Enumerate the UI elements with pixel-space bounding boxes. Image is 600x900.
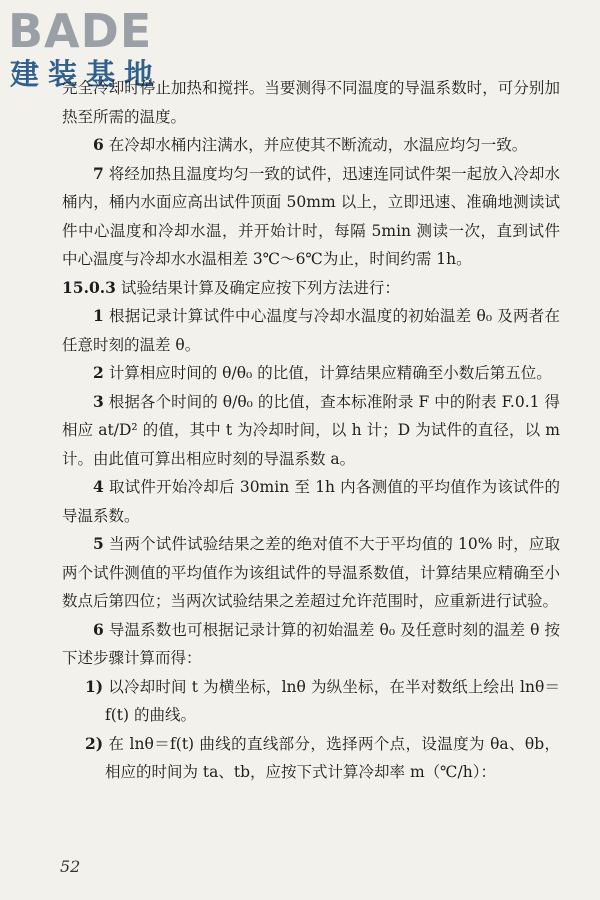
document-body [62, 74, 560, 787]
paragraph-item [62, 359, 560, 388]
paragraph-text: 在 lnθ＝f(t) 曲线的直线部分，选择两个点，设温度为 θa、θb，相应的时间为 ta、tb，应按下式计算冷却率 m（℃/h）： [105, 734, 560, 781]
paragraph-item [62, 473, 560, 530]
paragraph-item [62, 388, 560, 474]
paragraph-text: 以冷却时间 t 为横坐标，lnθ 为纵坐标，在半对数纸上绘出 lnθ＝f(t) 的曲线。 [105, 677, 560, 724]
logo-subtitle: 建装基地 [10, 57, 163, 91]
paragraph-text: 根据各个时间的 θ/θ₀ 的比值，查本标准附录 F 中的附表 F.0.1 得相应 at/D² 的值，其中 t 为冷却时间，以 h 计；D 为试件的直径，以 m 计。由此值可算出相应时刻的导温系数 a。 [62, 392, 560, 468]
paragraph-item [62, 530, 560, 616]
item-number: 5 [93, 534, 104, 553]
sub-step [62, 673, 560, 730]
paragraph-text: 取试件开始冷却后 30min 至 1h 内各测值的平均值作为该试件的导温系数。 [62, 478, 560, 525]
paragraph-text: 当两个试件试验结果之差的绝对值不大于平均值的 10% 时，应取两个试件测值的平均值作为该组试件的导温系数值，计算结果应精确至小数点后第四位；当两次试验结果之差超过允许范围时，应重新进行试验。 [62, 535, 560, 610]
item-number: 4 [93, 477, 104, 496]
section-heading [62, 274, 560, 303]
page-number: 52 [60, 857, 81, 876]
paragraph-text: 完全冷却时停止加热和搅拌。当要测得不同温度的导温系数时，可分别加热至所需的温度。 [62, 79, 560, 126]
paragraph-text: 导温系数也可根据记录计算的初始温差 θ₀ 及任意时刻的温差 θ 按下述步骤计算而得： [62, 620, 560, 667]
paragraph-item [62, 160, 560, 274]
sub-step [62, 730, 560, 787]
item-number: 6 [93, 619, 104, 639]
paragraph-text: 在冷却水桶内注满水，并应使其不断流动，水温应均匀一致。 [108, 136, 528, 154]
section-number: 15.0.3 [62, 277, 116, 297]
item-number: 2 [93, 363, 104, 382]
item-number: 7 [93, 163, 104, 183]
paragraph-continuation [62, 74, 560, 131]
paragraph-item [62, 131, 560, 160]
paragraph-text: 将经加热且温度均匀一致的试件，迅速连同试件架一起放入冷却水桶内，桶内水面应高出试件顶面 50mm 以上，立即迅速、准确地测读试件中心温度和冷却水温，并开始计时，每隔 5min 测读一次，直到试件中心温度与冷却水水温相差 3℃～6℃为止，时间约需 1h。 [62, 164, 560, 268]
logo-wordmark: BADE [8, 4, 153, 58]
paragraph-item [62, 616, 560, 673]
paragraph-text: 根据记录计算试件中心温度与冷却水温度的初始温差 θ₀ 及两者在任意时刻的温差 θ。 [62, 307, 560, 354]
item-number: 6 [93, 135, 104, 154]
step-number: 2) [85, 733, 104, 753]
item-number: 3 [93, 391, 104, 411]
step-number: 1) [85, 676, 104, 696]
paragraph-item [62, 302, 560, 359]
item-number: 1 [93, 306, 104, 325]
section-title: 试验结果计算及确定应按下列方法进行： [120, 278, 400, 297]
paragraph-text: 计算相应时间的 θ/θ₀ 的比值，计算结果应精确至小数后第五位。 [108, 364, 552, 382]
